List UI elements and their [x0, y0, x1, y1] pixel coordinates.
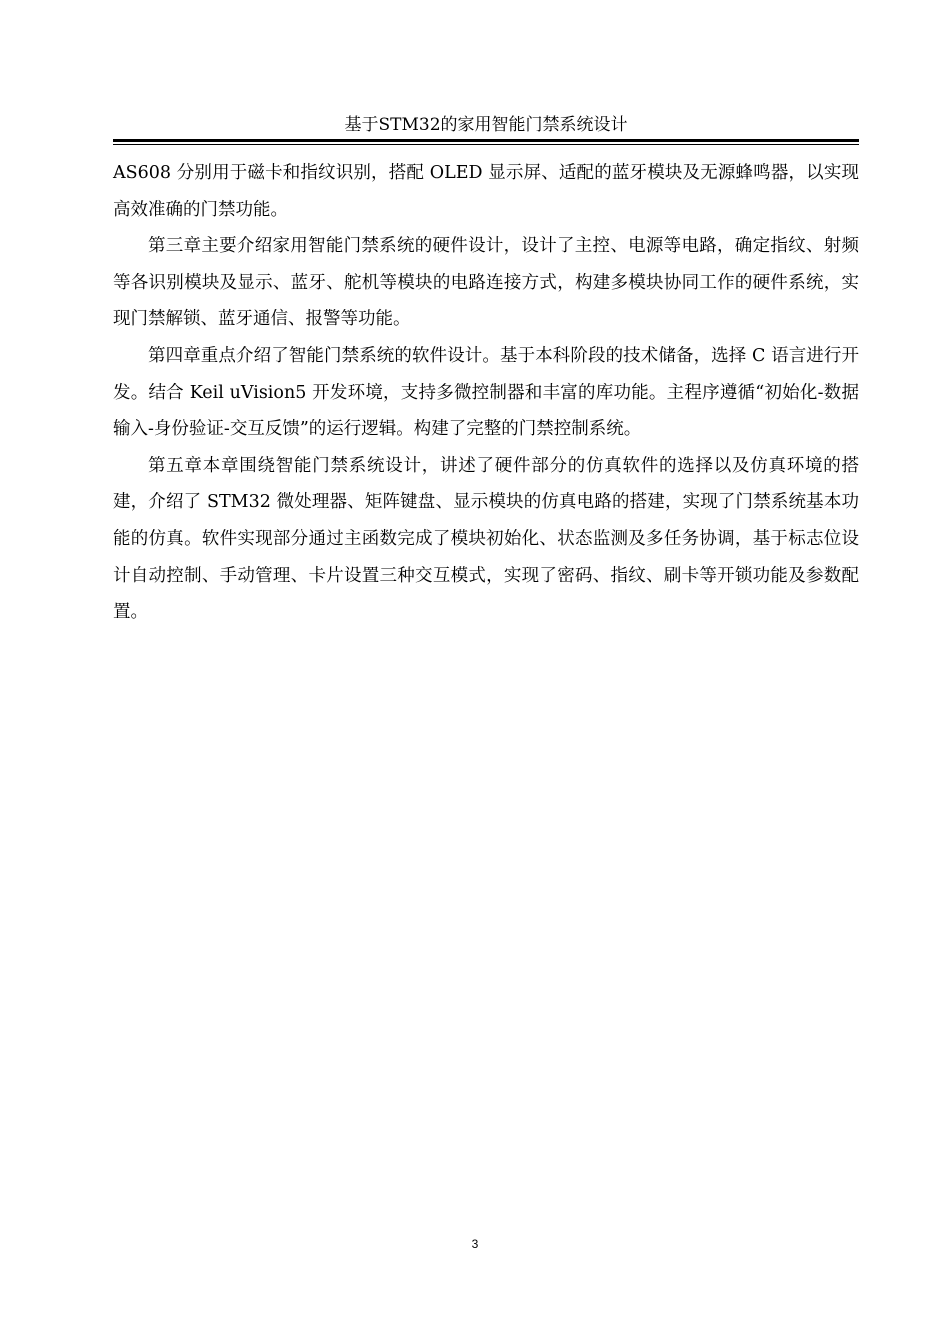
paragraph-chapter-5: 第五章本章围绕智能门禁系统设计，讲述了硬件部分的仿真软件的选择以及仿真环境的搭建，介绍了 STM32 微处理器、矩阵键盘、显示模块的仿真电路的搭建，实现了门禁系统基本功能的仿真。软件实现部分通过主函数完成了模块初始化、状态监测及多任务协调，基于标志位设计自动控制、手动管理、卡片设置三种交互模式，实现了密码、指纹、刷卡等开锁功能及参数配置。: [113, 455, 859, 623]
page-number: 3: [471, 1237, 479, 1251]
header-rule-thick: [113, 139, 859, 142]
header-rule-thin: [113, 144, 859, 145]
body-text: [113, 155, 859, 631]
paragraph-chapter-4: 第四章重点介绍了智能门禁系统的软件设计。基于本科阶段的技术储备，选择 C 语言进行开发。结合 Keil uVision5 开发环境，支持多微控制器和丰富的库功能。主程序遵循“初始化-数据输入-身份验证-交互反馈”的运行逻辑。构建了完整的门禁控制系统。: [113, 345, 859, 440]
running-header: 基于STM32的家用智能门禁系统设计: [344, 115, 628, 135]
paragraph-continuation: AS608 分别用于磁卡和指纹识别，搭配 OLED 显示屏、适配的蓝牙模块及无源蜂鸣器，以实现高效准确的门禁功能。: [113, 163, 859, 220]
paragraph-chapter-3: 第三章主要介绍家用智能门禁系统的硬件设计，设计了主控、电源等电路，确定指纹、射频等各识别模块及显示、蓝牙、舵机等模块的电路连接方式，构建多模块协同工作的硬件系统，实现门禁解锁、蓝牙通信、报警等功能。: [113, 236, 859, 330]
